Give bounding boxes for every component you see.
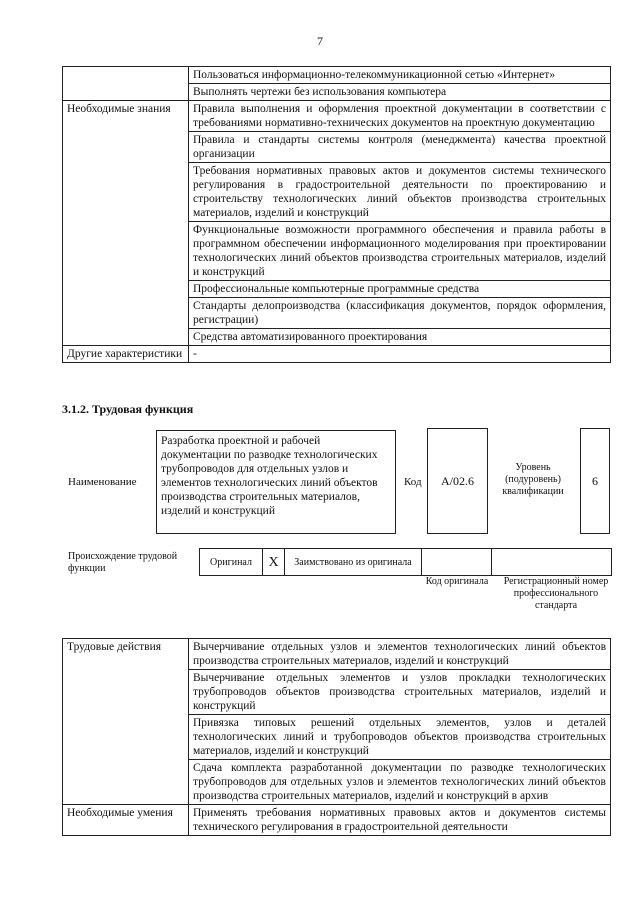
table-row (63, 67, 611, 84)
origin-code-cell (422, 549, 492, 576)
origin-label: Происхождение трудовой функции (68, 551, 178, 574)
level-value (580, 428, 610, 534)
row-item: Выполнять чертежи без использования компьютера (189, 84, 611, 101)
row-label: Трудовые действия (63, 639, 189, 805)
section-heading: 3.1.2. Трудовая функция (62, 402, 194, 416)
labor-actions-table (62, 638, 611, 836)
row-item: Применять требования нормативных правовых актов и документов системы технического регулирования в градостроительной деятельности (189, 805, 611, 836)
row-item: Вычерчивание отдельных узлов и элементов технологических линий объектов производства строительных материалов, изделий и конструкций (189, 639, 611, 670)
row-item: Сдача комплекта разработанной документации по разводке технологических трубопроводов для отдельных узлов и элементов технологических линий объектов производства строительных материалов, изделий и конструкций в архив (189, 760, 611, 805)
origin-mark-cell: X (263, 549, 285, 576)
table-row (63, 639, 611, 670)
code-label: Код (404, 476, 422, 488)
origin-reg-cell (492, 549, 612, 576)
skills-knowledge-table-body (63, 67, 611, 363)
level-value-text: 6 (592, 474, 598, 488)
row-item: Правила выполнения и оформления проектной документации в соответствии с требованиями нормативно-технических документов на проектную документацию (189, 101, 611, 132)
row-item: Стандарты делопроизводства (классификация документов, порядок оформления, регистрации) (189, 298, 611, 329)
row-item: Правила и стандарты системы контроля (менеджмента) качества проектной организации (189, 132, 611, 163)
code-origin-label: Код оригинала (425, 576, 489, 587)
row-label: Другие характеристики (63, 346, 189, 363)
row-item: Пользоваться информационно-телекоммуникационной сетью «Интернет» (189, 67, 611, 84)
row-item: Привязка типовых решений отдельных элементов, узлов и деталей технологических линий и трубопроводов объектов производства строительных материалов, изделий и конструкций (189, 715, 611, 760)
skills-knowledge-table (62, 66, 611, 363)
name-label: Наименование (68, 476, 137, 488)
code-value (427, 428, 488, 534)
origin-borrowed-cell: Заимствовано из оригинала (285, 549, 422, 576)
row-item: Функциональные возможности программного обеспечения и правила работы в программном обеспечении информационного моделирования при проектировании технологических линий объектов производства строительных материалов, изделий и конструкций (189, 222, 611, 281)
row-item: Профессиональные компьютерные программные средства (189, 281, 611, 298)
labor-actions-table-body (63, 639, 611, 836)
row-label: Необходимые знания (63, 101, 189, 346)
row-label: Необходимые умения (63, 805, 189, 836)
name-value: Разработка проектной и рабочей документации по разводке технологических трубопроводов для отдельных узлов и элементов технологических линий объектов производства строительных материалов, изделий и конструкций (156, 430, 396, 534)
row-label (63, 67, 189, 101)
origin-table (199, 548, 612, 576)
level-label: Уровень (подуровень) квалификации (502, 462, 564, 497)
table-row (63, 805, 611, 836)
row-item: Вычерчивание отдельных элементов и узлов прокладки технологических трубопроводов объектов производства строительных материалов, изделий и конструкций (189, 670, 611, 715)
row-item: Средства автоматизированного проектирования (189, 329, 611, 346)
registration-number-label: Регистрационный номер профессионального стандарта (503, 576, 609, 611)
table-row (63, 101, 611, 132)
page-number: 7 (317, 34, 323, 48)
table-row (63, 346, 611, 363)
row-item: Требования нормативных правовых актов и документов системы технического регулирования в градостроительной деятельности по проектированию и строительству технологических линий объектов производства строительных материалов, изделий и конструкций (189, 163, 611, 222)
origin-original-cell: Оригинал (200, 549, 263, 576)
row-item: - (189, 346, 611, 363)
code-value-text: A/02.6 (441, 474, 474, 488)
